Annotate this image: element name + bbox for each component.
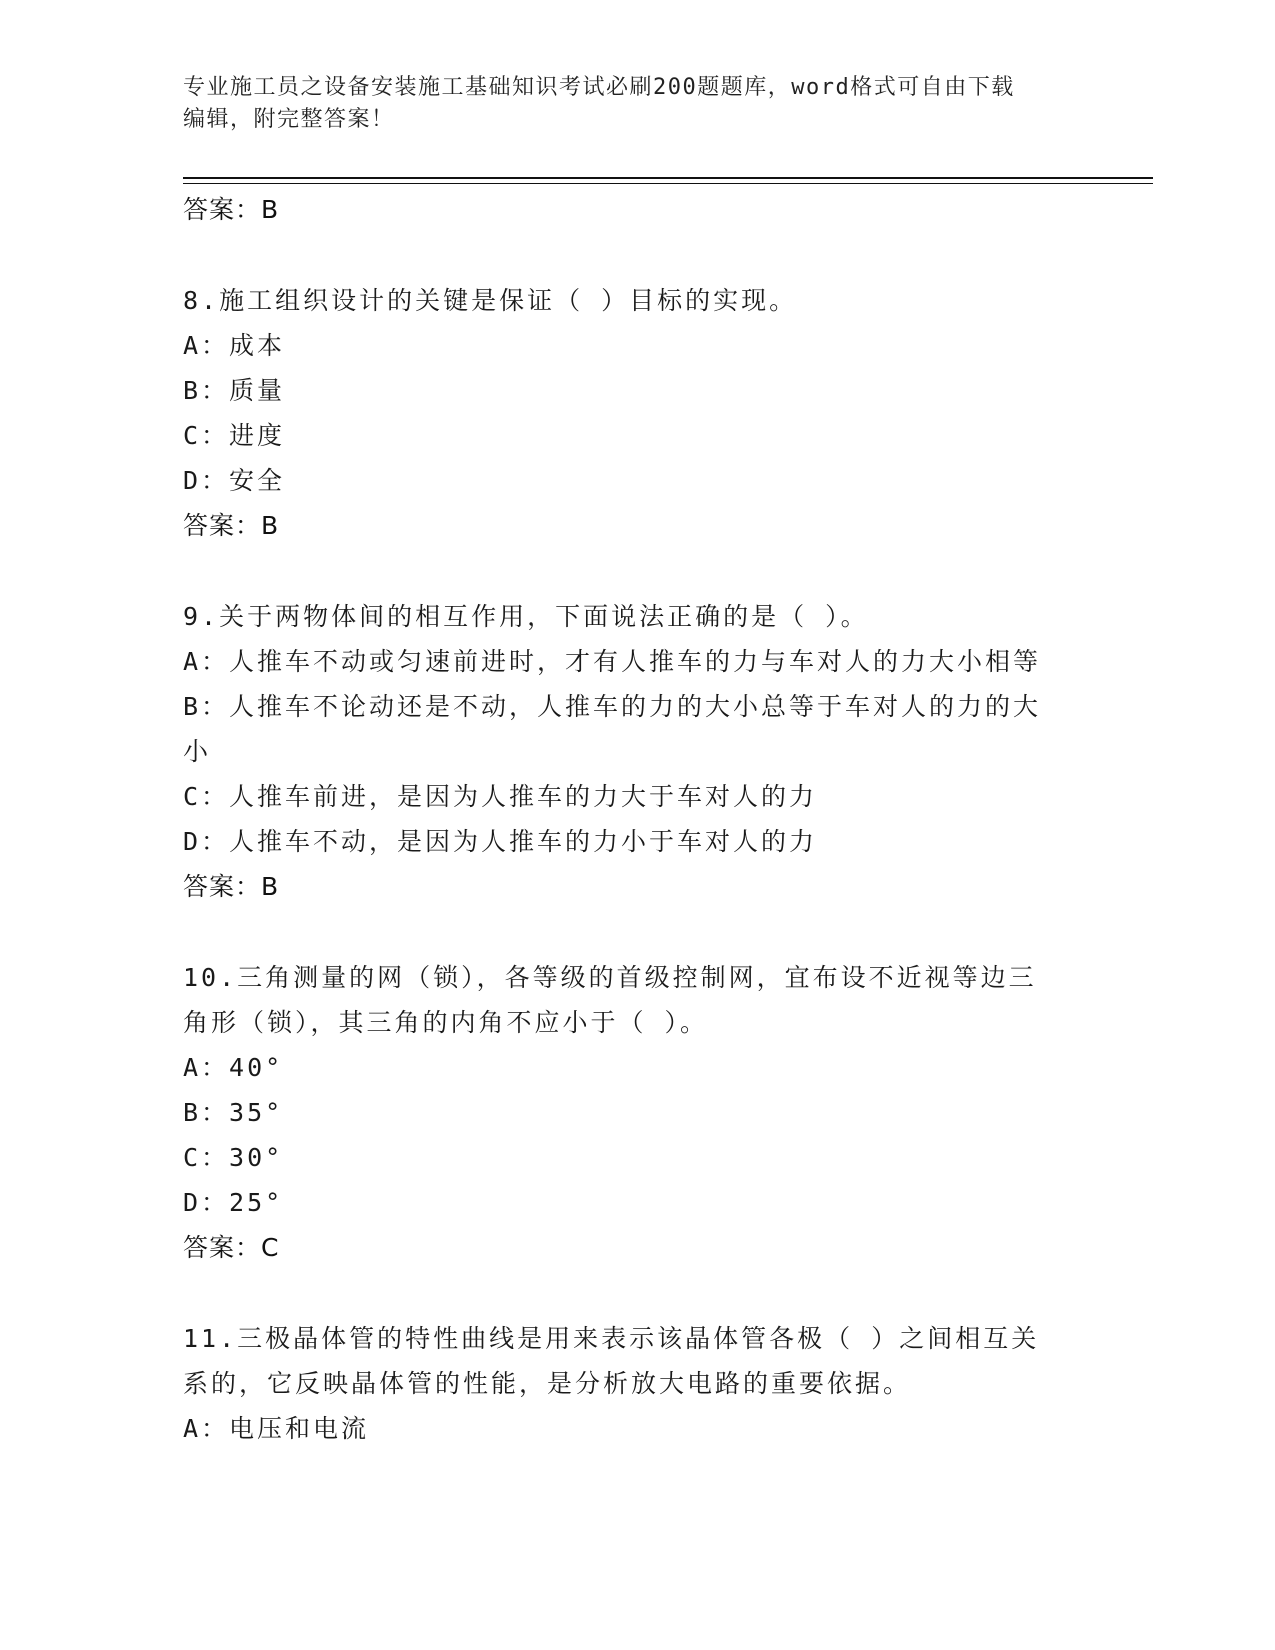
option-line: D：25° <box>183 1188 284 1217</box>
option-line: B：人推车不论动还是不动，人推车的力的大小总等于车对人的力的大 <box>183 692 1042 721</box>
question-list <box>183 187 1083 1451</box>
option-line: A：电压和电流 <box>183 1414 370 1443</box>
spacer <box>183 548 1083 594</box>
question-block <box>183 955 1083 1316</box>
spacer <box>183 1270 1083 1316</box>
option-line: C：人推车前进，是因为人推车的力大于车对人的力 <box>183 782 818 811</box>
option-line: A：成本 <box>183 331 286 360</box>
document-header <box>183 72 1063 136</box>
option-line: A：40° <box>183 1053 284 1082</box>
question-stem-line: 11.三极晶体管的特性曲线是用来表示该晶体管各极（ ）之间相互关 <box>183 1324 1040 1353</box>
option-line: C：30° <box>183 1143 284 1172</box>
previous-answer: 答案：B <box>183 195 280 224</box>
question-block <box>183 278 1083 594</box>
option-line: B：质量 <box>183 376 286 405</box>
question-block <box>183 594 1083 955</box>
option-line: C：进度 <box>183 421 286 450</box>
question-stem-line: 角形（锁），其三角的内角不应小于（ ）。 <box>183 1008 709 1037</box>
answer-line: 答案：B <box>183 511 280 540</box>
question-block <box>183 1316 1083 1451</box>
option-line: B：35° <box>183 1098 284 1127</box>
spacer <box>183 232 1083 278</box>
header-title-line-1: 专业施工员之设备安装施工基础知识考试必刷200题题库，word格式可自由下载 <box>183 75 1015 100</box>
question-stem-line: 10.三角测量的网（锁），各等级的首级控制网，宜布设不近视等边三 <box>183 963 1037 992</box>
question-stem-line: 系的，它反映晶体管的性能，是分析放大电路的重要依据。 <box>183 1369 912 1398</box>
header-title-line-2: 编辑，附完整答案！ <box>183 107 395 132</box>
option-line: D：安全 <box>183 466 286 495</box>
option-line: A：人推车不动或匀速前进时，才有人推车的力与车对人的力大小相等 <box>183 647 1042 676</box>
option-line: D：人推车不动，是因为人推车的力小于车对人的力 <box>183 827 818 856</box>
header-divider-thick <box>183 177 1153 179</box>
spacer <box>183 909 1083 955</box>
question-stem-line: 8.施工组织设计的关键是保证（ ）目标的实现。 <box>183 286 798 315</box>
header-divider-thin <box>183 183 1153 184</box>
questions-container <box>183 278 1083 1451</box>
question-stem-line: 9.关于两物体间的相互作用，下面说法正确的是（ ）。 <box>183 602 869 631</box>
answer-line: 答案：C <box>183 1233 280 1262</box>
option-line: 小 <box>183 737 212 766</box>
answer-line: 答案：B <box>183 872 280 901</box>
